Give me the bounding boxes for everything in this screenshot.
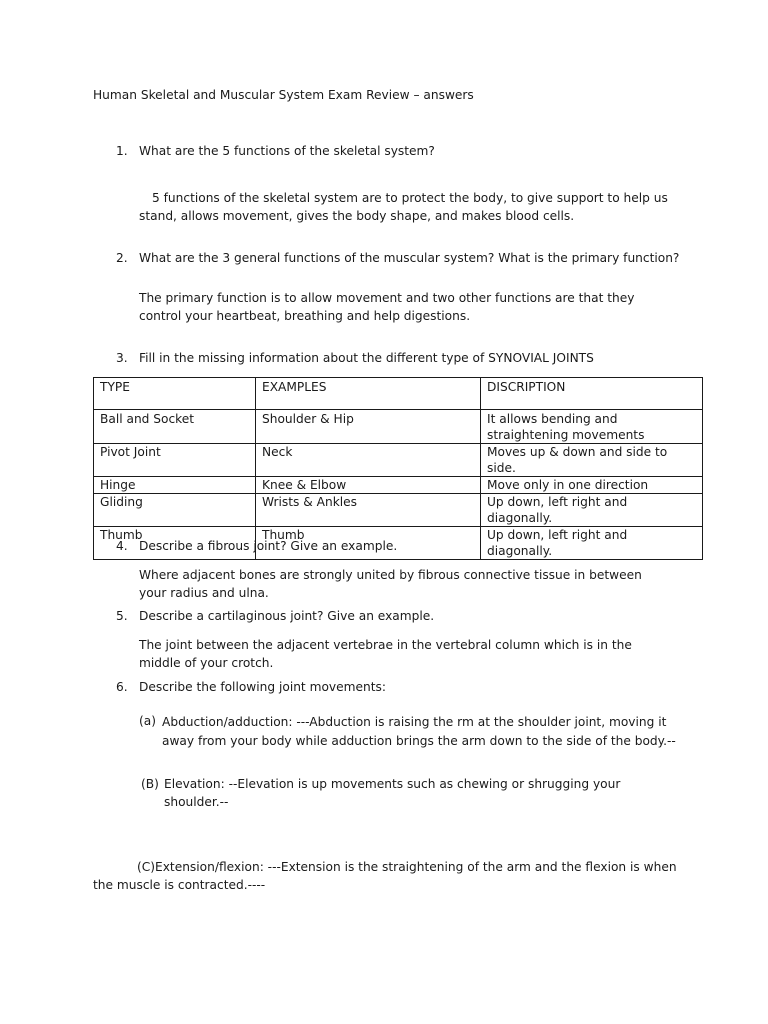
q6-number: 6.: [116, 680, 128, 694]
q3-number: 3.: [116, 351, 128, 365]
cell-type: Thumb: [94, 527, 256, 560]
q2-answer: The primary function is to allow movement and two other functions are that they control your heartbeat, breathing and help digestions.: [139, 291, 635, 323]
cell-type: Hinge: [94, 477, 256, 494]
cell-examples: Knee & Elbow: [256, 477, 481, 494]
q1-answer: 5 functions of the skeletal system are to protect the body, to give support to help us stand, allows movement, gives the body shape, and makes blood cells.: [139, 191, 668, 223]
cell-description: Up down, left right and diagonally.: [481, 494, 703, 527]
table-row: [94, 477, 703, 494]
cell-examples: Shoulder & Hip: [256, 410, 481, 444]
cell-description: Moves up & down and side to side.: [481, 444, 703, 477]
q4-answer: Where adjacent bones are strongly united by fibrous connective tissue in between your radius and ulna.: [139, 568, 642, 600]
synovial-joints-table: [93, 377, 703, 560]
cell-examples: Thumb: [256, 527, 481, 560]
table-row: [94, 444, 703, 477]
cell-examples: Wrists & Ankles: [256, 494, 481, 527]
q2-number: 2.: [116, 251, 128, 265]
cell-description: It allows bending and straightening movements: [481, 410, 703, 444]
q5-question: Describe a cartilaginous joint? Give an example.: [139, 609, 435, 623]
cell-type: Gliding: [94, 494, 256, 527]
q6c-text: (C)Extension/flexion: ---Extension is the straightening of the arm and the flexion is when the muscle is contracted.----: [93, 860, 677, 892]
cell-type: Pivot Joint: [94, 444, 256, 477]
q1-question: What are the 5 functions of the skeletal system?: [139, 144, 435, 158]
q6-question: Describe the following joint movements:: [139, 680, 386, 694]
page-title: Human Skeletal and Muscular System Exam Review – answers: [93, 88, 474, 102]
q3-question: Fill in the missing information about the different type of SYNOVIAL JOINTS: [139, 351, 594, 365]
q4-number: 4.: [116, 539, 128, 553]
cell-description: Move only in one direction: [481, 477, 703, 494]
q5-answer: The joint between the adjacent vertebrae in the vertebral column which is in the middle of your crotch.: [139, 638, 632, 670]
q6a-label: (a): [139, 714, 156, 728]
header-examples: EXAMPLES: [256, 378, 481, 410]
q2-question: What are the 3 general functions of the muscular system? What is the primary function?: [139, 251, 680, 265]
q1-number: 1.: [116, 144, 128, 158]
header-description: DISCRIPTION: [481, 378, 703, 410]
q6b-label: (B): [141, 777, 159, 791]
cell-description: Up down, left right and diagonally.: [481, 527, 703, 560]
q5-number: 5.: [116, 609, 128, 623]
q4-question: Describe a fibrous joint? Give an example.: [139, 539, 398, 553]
q6a-text: Abduction/adduction: ---Abduction is raising the rm at the shoulder joint, moving it away from your body while adduction brings the arm down to the side of the body.--: [162, 715, 676, 748]
table-row: [94, 494, 703, 527]
table-row: [94, 410, 703, 444]
q6b-text: Elevation: --Elevation is up movements such as chewing or shrugging your shoulder.--: [164, 777, 621, 809]
table-header-row: [94, 378, 703, 410]
cell-examples: Neck: [256, 444, 481, 477]
header-type: TYPE: [94, 378, 256, 410]
cell-type: Ball and Socket: [94, 410, 256, 444]
